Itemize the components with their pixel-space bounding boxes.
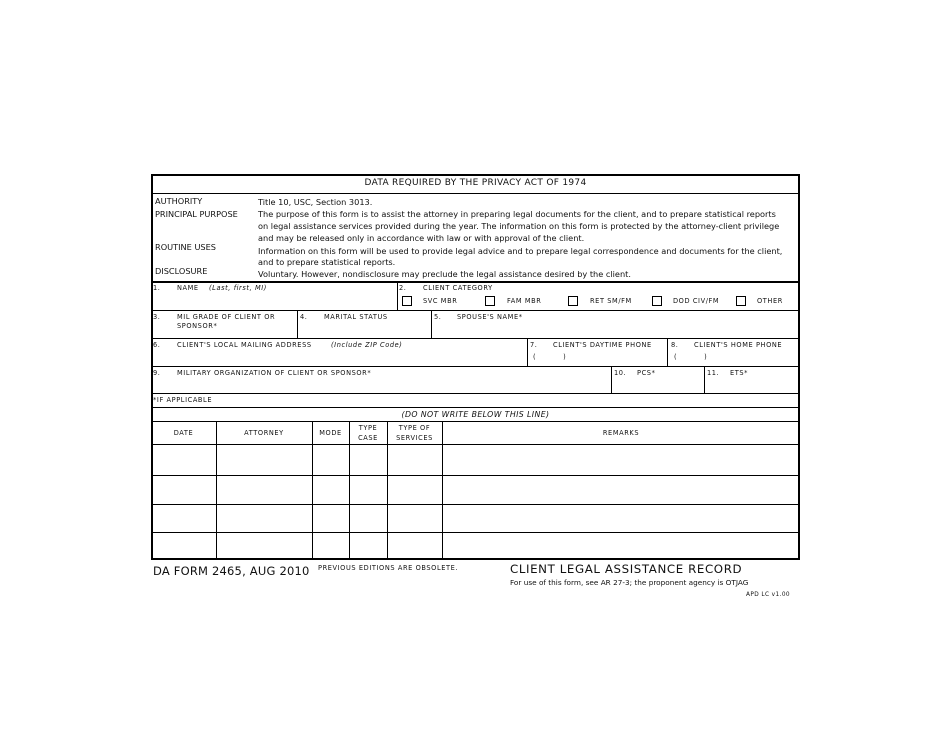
privacy-header: DATA REQUIRED BY THE PRIVACY ACT OF 1974 (364, 178, 587, 188)
col-header-attorney: ATTORNEY (244, 429, 284, 437)
routine-line-2: and to prepare statistical reports. (258, 257, 396, 267)
field-6-number: 6. (153, 341, 161, 349)
divider (667, 338, 668, 366)
pcs-input[interactable] (613, 377, 702, 392)
marital-status-label: MARITAL STATUS (324, 313, 388, 321)
field-1-number: 1. (153, 284, 161, 292)
divider (151, 444, 800, 445)
mil-grade-label-1: MIL GRADE OF CLIENT OR (177, 313, 276, 321)
spouse-name-input[interactable] (433, 320, 798, 337)
home-phone-label: CLIENT'S HOME PHONE (694, 341, 783, 349)
daytime-phone-input[interactable] (529, 349, 665, 365)
divider (297, 310, 298, 338)
table-row[interactable] (152, 477, 799, 503)
military-org-input[interactable] (153, 377, 609, 392)
col-header-services-1: TYPE OF (398, 424, 431, 432)
name-input[interactable] (153, 292, 395, 309)
disclosure-text: Voluntary. However, nondisclosure may preclude the legal assistance desired by the client. (258, 269, 631, 279)
form-subtitle: For use of this form, see AR 27-3; the proponent agency is OTJAG (510, 578, 749, 587)
divider (431, 310, 432, 338)
col-header-remarks: REMARKS (602, 429, 640, 437)
divider (151, 281, 800, 283)
divider (397, 282, 398, 310)
category-option-label: SVC MBR (423, 297, 458, 305)
col-header-services-2: SERVICES (396, 434, 433, 442)
pcs-label: PCS* (637, 369, 656, 377)
divider (151, 366, 800, 367)
category-option-label: RET SM/FM (590, 297, 632, 305)
home-phone-input[interactable] (669, 349, 798, 365)
divider (151, 193, 800, 194)
divider (151, 338, 800, 339)
category-option-label: DOD CIV/FM (673, 297, 720, 305)
mailing-address-hint: (Include ZIP Code) (331, 341, 403, 349)
checkbox-svc-mbr[interactable] (402, 296, 412, 306)
purpose-line-2: on legal assistance services provided during the year. The information on this form is protected by the attorney-client privilege (258, 221, 780, 231)
divider (151, 532, 800, 533)
field-9-number: 9. (153, 369, 161, 377)
home-phone-area: ( ) (674, 353, 708, 361)
checkbox-fam-mbr[interactable] (485, 296, 495, 306)
authority-text: Title 10, USC, Section 3013. (258, 197, 373, 207)
daytime-phone-area: ( ) (533, 353, 567, 361)
if-applicable-note: *IF APPLICABLE (153, 396, 213, 404)
checkbox-other[interactable] (736, 296, 746, 306)
divider (151, 407, 800, 408)
col-header-date: DATE (173, 429, 194, 437)
ets-input[interactable] (706, 377, 798, 392)
category-option-label: FAM MBR (507, 297, 542, 305)
ets-label: ETS* (730, 369, 749, 377)
obsolete-note: PREVIOUS EDITIONS ARE OBSOLETE. (318, 564, 459, 572)
divider (151, 504, 800, 505)
marital-status-input[interactable] (299, 320, 429, 337)
checkbox-dod-civ-fm[interactable] (652, 296, 662, 306)
field-4-number: 4. (300, 313, 308, 321)
do-not-write-notice: (DO NOT WRITE BELOW THIS LINE) (401, 410, 550, 419)
divider (527, 338, 528, 366)
purpose-line-3: and may be released only in accordance with law or with approval of the client. (258, 233, 585, 243)
field-7-number: 7. (530, 341, 538, 349)
field-8-number: 8. (671, 341, 679, 349)
mil-grade-input[interactable] (153, 312, 295, 337)
purpose-label: PRINCIPAL PURPOSE (155, 209, 238, 219)
divider (704, 366, 705, 393)
col-header-type-2: CASE (358, 434, 378, 442)
col-header-mode: MODE (319, 429, 342, 437)
form-title: CLIENT LEGAL ASSISTANCE RECORD (510, 562, 743, 576)
name-label: NAME (177, 284, 199, 292)
divider (611, 366, 612, 393)
field-11-number: 11. (707, 369, 720, 377)
field-5-number: 5. (434, 313, 442, 321)
routine-label: ROUTINE USES (155, 242, 217, 252)
mailing-address-label: CLIENT'S LOCAL MAILING ADDRESS (177, 341, 312, 349)
name-hint: (Last, first, MI) (209, 284, 267, 292)
table-row[interactable] (152, 446, 799, 474)
mil-grade-label-2: SPONSOR* (177, 322, 218, 330)
purpose-line-1: The purpose of this form is to assist the attorney in preparing legal documents for the client, and to prepare statistical reports (258, 209, 776, 219)
table-row[interactable] (152, 534, 799, 558)
divider (151, 475, 800, 476)
category-option-label: OTHER (757, 297, 783, 305)
form-id: DA FORM 2465, AUG 2010 (153, 564, 310, 578)
field-10-number: 10. (614, 369, 627, 377)
field-2-number: 2. (399, 284, 407, 292)
divider (151, 310, 800, 311)
col-header-type-1: TYPE (358, 424, 378, 432)
divider (151, 421, 800, 422)
authority-label: AUTHORITY (155, 196, 203, 206)
table-row[interactable] (152, 506, 799, 531)
checkbox-ret-sm-fm[interactable] (568, 296, 578, 306)
daytime-phone-label: CLIENT'S DAYTIME PHONE (553, 341, 652, 349)
mailing-address-input[interactable] (153, 349, 525, 365)
client-category-label: CLIENT CATEGORY (423, 284, 493, 292)
divider (151, 393, 800, 394)
field-3-number: 3. (153, 313, 161, 321)
routine-line-1: Information on this form will be used to provide legal advice and to prepare legal correspondence and documents for the client, (258, 246, 783, 256)
spouse-name-label: SPOUSE'S NAME* (457, 313, 523, 321)
disclosure-label: DISCLOSURE (155, 266, 208, 276)
version-label: APD LC v1.00 (746, 592, 791, 598)
military-org-label: MILITARY ORGANIZATION OF CLIENT OR SPONSOR* (177, 369, 372, 377)
